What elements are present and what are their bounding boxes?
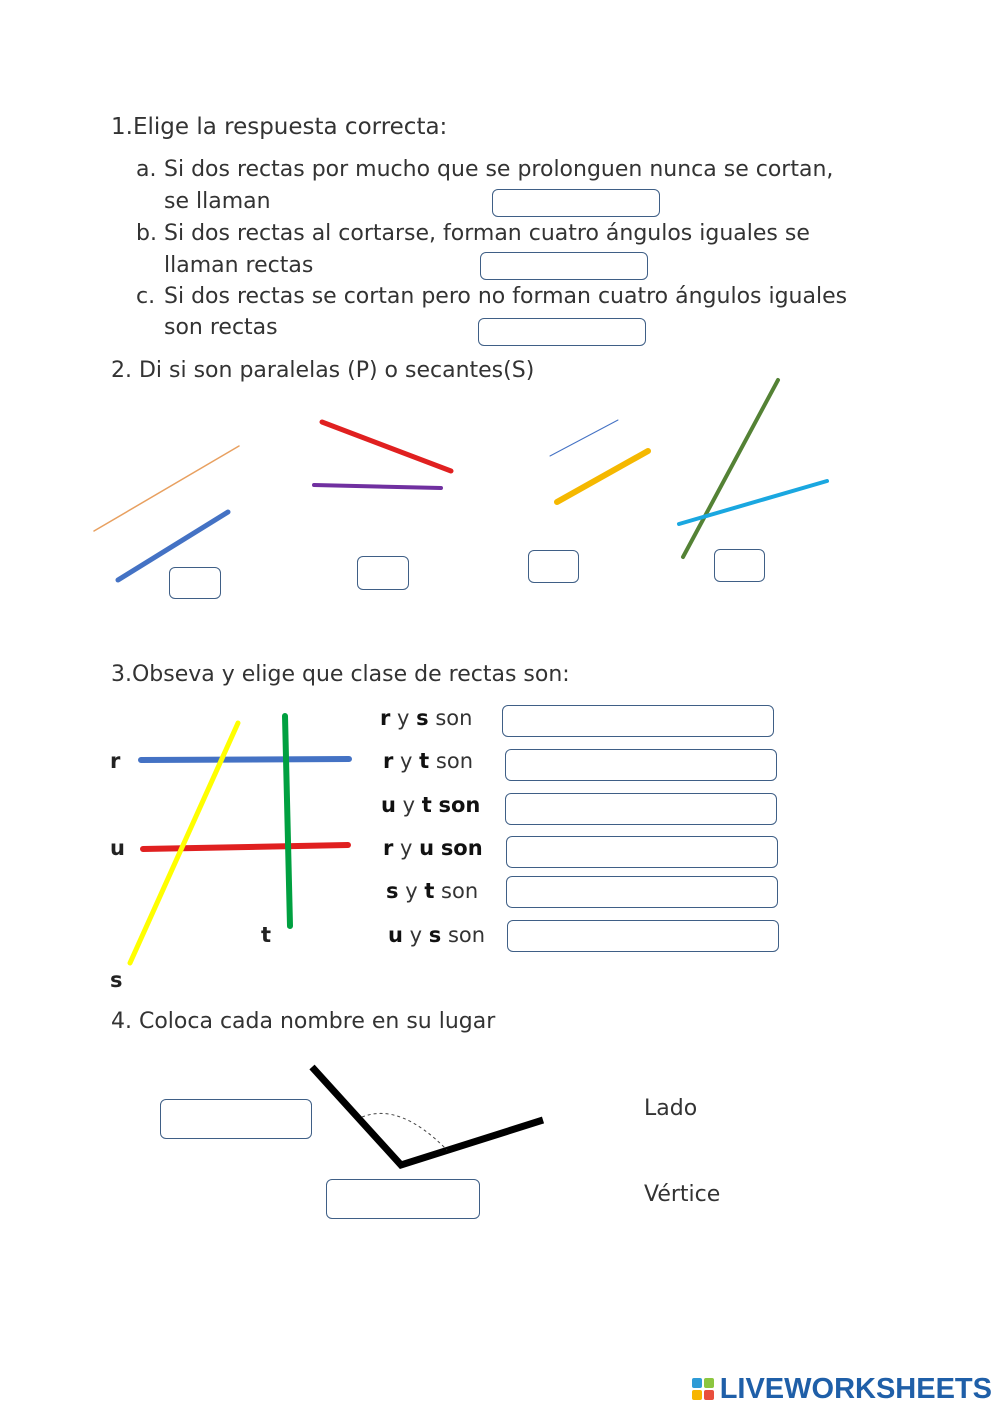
q3-answer-input-6[interactable]	[507, 920, 779, 952]
q1-title: 1.Elige la respuesta correcta:	[111, 114, 448, 140]
q3-pair-2: r y t son	[383, 749, 474, 773]
q4-word-lado[interactable]: Lado	[644, 1096, 698, 1121]
q1a-line2: se llaman	[164, 189, 271, 214]
q2-answer-input-1[interactable]	[169, 567, 221, 599]
q1a-marker: a.	[136, 157, 157, 182]
q1c-line2: son rectas	[164, 315, 278, 340]
q3-label-r: r	[110, 749, 121, 773]
q4-angle	[312, 1067, 543, 1165]
q4-drop-box-2[interactable]	[326, 1179, 480, 1219]
q2-pair3-line-b	[557, 451, 648, 502]
q1b-marker: b.	[136, 221, 157, 246]
q3-pair-6: u y s son	[388, 923, 486, 947]
liveworksheets-wordmark: LIVEWORKSHEETS	[719, 1372, 992, 1405]
q3-label-t: t	[261, 923, 272, 947]
q2-answer-input-4[interactable]	[714, 549, 765, 582]
q3-answer-input-3[interactable]	[505, 793, 777, 825]
q1c-line1: Si dos rectas se cortan pero no forman cuatro ángulos iguales	[164, 284, 848, 309]
q3-line-u	[143, 845, 348, 849]
q2-answer-input-2[interactable]	[357, 556, 409, 590]
q4-title: 4. Coloca cada nombre en su lugar	[111, 1009, 496, 1034]
q3-pair-3: u y t son	[381, 793, 481, 817]
q4-drop-box-1[interactable]	[160, 1099, 312, 1139]
q3-line-t	[285, 716, 290, 926]
q3-line-r	[141, 759, 349, 760]
q1b-line1: Si dos rectas al cortarse, forman cuatro ángulos iguales se	[164, 221, 810, 246]
q3-pair-4: r y u son	[383, 836, 483, 860]
q2-pair2-line-b	[314, 485, 441, 488]
q3-answer-input-5[interactable]	[506, 876, 778, 908]
q2-answer-input-3[interactable]	[528, 550, 579, 583]
q2-pair4-line-b	[679, 481, 827, 524]
q3-label-s: s	[110, 968, 123, 992]
q1c-marker: c.	[136, 284, 156, 309]
q3-pair-1: r y s son	[380, 706, 473, 730]
liveworksheets-icon	[692, 1378, 714, 1400]
q2-pair2-line-a	[322, 422, 451, 471]
q1b-line2: llaman rectas	[164, 253, 314, 278]
q3-answer-input-2[interactable]	[505, 749, 777, 781]
q2-pair3-line-a	[550, 420, 618, 456]
q3-pair-5: s y t son	[386, 879, 479, 903]
liveworksheets-logo	[692, 1372, 992, 1406]
q3-answer-input-4[interactable]	[506, 836, 778, 868]
q2-title: 2. Di si son paralelas (P) o secantes(S)	[111, 358, 535, 383]
q3-title: 3.Obseva y elige que clase de rectas son:	[111, 662, 570, 687]
q3-label-u: u	[110, 836, 125, 860]
q2-pair4-line-a	[683, 380, 778, 557]
q4-word-vertice[interactable]: Vértice	[644, 1182, 721, 1207]
q3-answer-input-1[interactable]	[502, 705, 774, 737]
q1a-line1: Si dos rectas por mucho que se prolonguen nunca se cortan,	[164, 157, 834, 182]
